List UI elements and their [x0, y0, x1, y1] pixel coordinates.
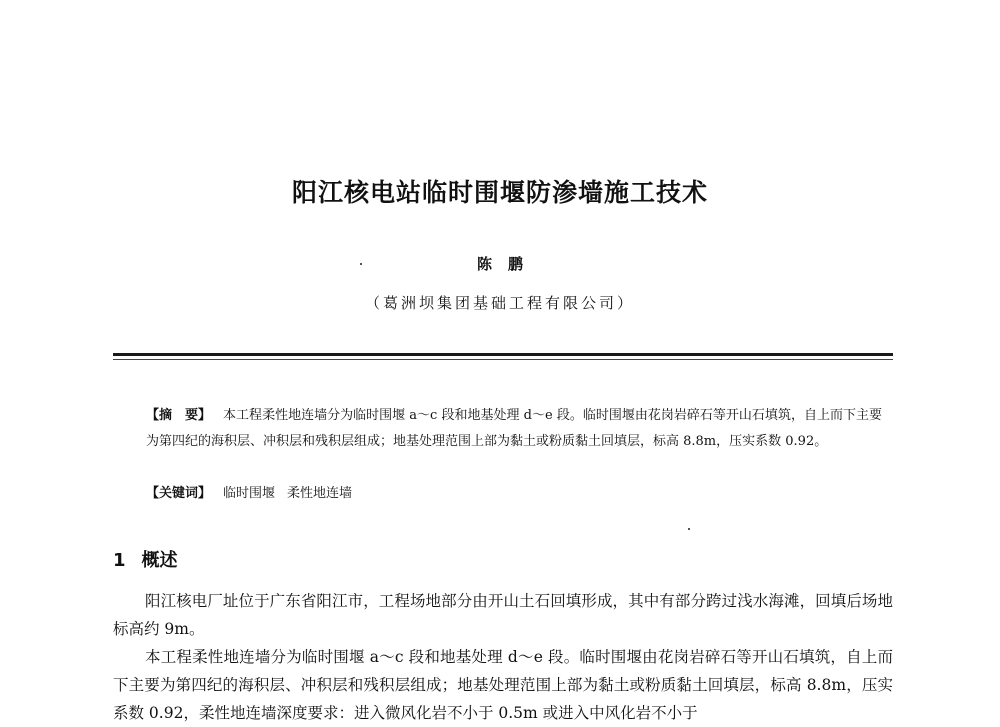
- section-body: [113, 587, 893, 727]
- author-affiliation: （葛洲坝集团基础工程有限公司）: [364, 294, 635, 312]
- keyword-item: 柔性地连墙: [287, 486, 353, 501]
- section-heading: [113, 546, 178, 572]
- scan-speck: [688, 528, 690, 530]
- body-paragraph: 本工程柔性地连墙分为临时围堰 a～c 段和地基处理 d～e 段。临时围堰由花岗岩碎石等开山石填筑，自上而下主要为第四纪的海积层、冲积层和残积层组成；地基处理范围上部为黏土或粉质黏土回填层，标高 8.8m，压实系数 0.92，柔性地连墙深度要求：进入微风化岩不小于 0.5m 或进入中风化岩不小于: [113, 648, 893, 722]
- abstract-block: [146, 403, 882, 455]
- section-number: 1: [113, 550, 126, 571]
- body-paragraph: 阳江核电厂址位于广东省阳江市，工程场地部分由开山土石回填形成，其中有部分跨过浅水海滩，回填后场地标高约 9m。: [113, 592, 893, 638]
- abstract-text: 本工程柔性地连墙分为临时围堰 a～c 段和地基处理 d～e 段。临时围堰由花岗岩碎石等开山石填筑，自上而下主要为第四纪的海积层、冲积层和残积层组成；地基处理范围上部为黏土或粉质黏土回填层，标高 8.8m，压实系数 0.92。: [146, 408, 882, 449]
- scan-speck: [360, 263, 362, 265]
- keywords-label: 【关键词】: [146, 486, 212, 501]
- header-divider-thin: [113, 359, 893, 360]
- paper-title: 阳江核电站临时围堰防渗墙施工技术: [291, 178, 708, 207]
- keywords-block: [146, 481, 882, 507]
- keyword-item: 临时围堰: [223, 486, 276, 501]
- header-divider-thick: [113, 353, 893, 356]
- author-name: 陈鹏: [476, 255, 539, 273]
- section-title: 概述: [141, 550, 178, 571]
- abstract-label: 【摘 要】: [146, 408, 212, 423]
